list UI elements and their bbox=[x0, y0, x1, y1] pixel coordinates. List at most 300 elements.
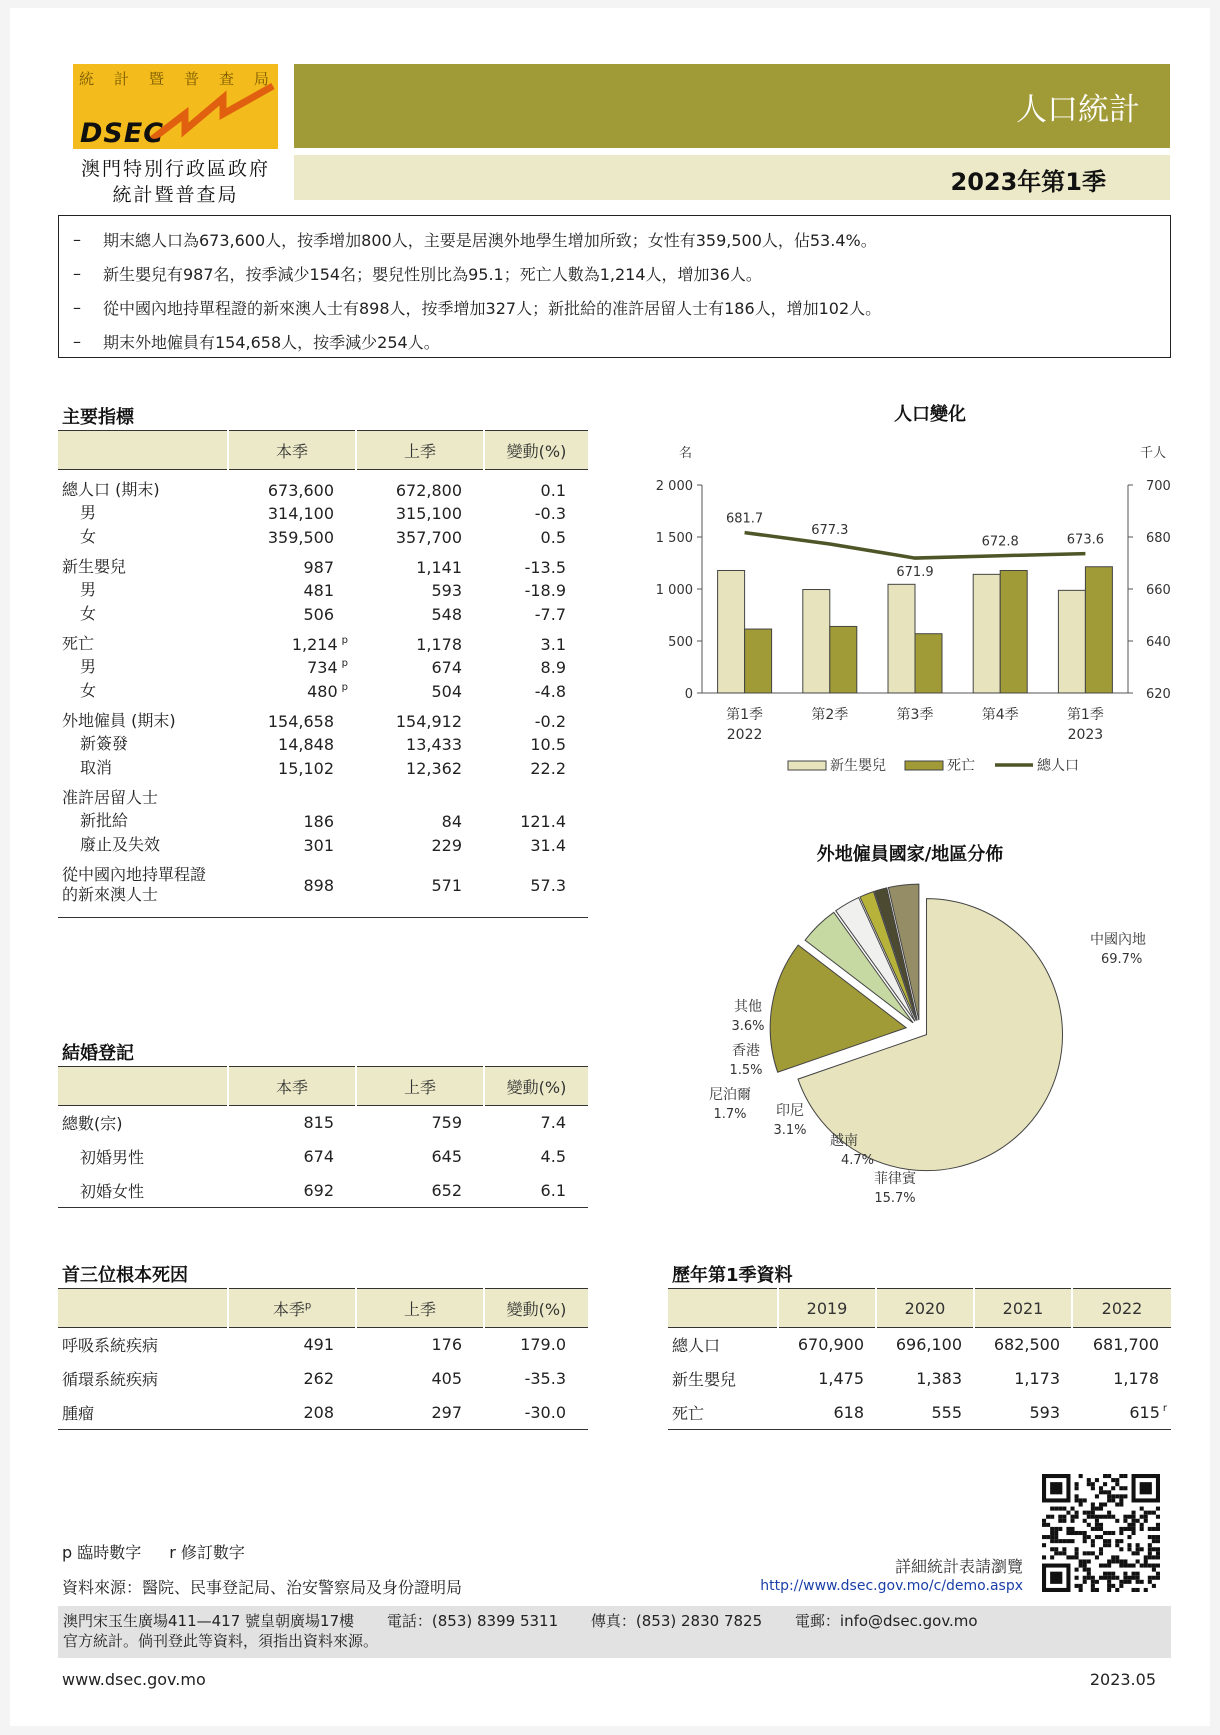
cell-previous: 405 bbox=[431, 1369, 462, 1388]
cell-current-value: 480 bbox=[307, 681, 338, 701]
cell-change: -13.5 bbox=[524, 557, 566, 577]
foreign-workers-pie-chart bbox=[650, 833, 1180, 1223]
highlight-item bbox=[73, 290, 1170, 324]
cell-value bbox=[778, 1328, 876, 1362]
row-label-text: 總人口 (期末) bbox=[62, 480, 160, 499]
data-label: 673.6 bbox=[1066, 532, 1105, 548]
period-bar bbox=[294, 155, 1170, 200]
y2-tick-label: 700 bbox=[1146, 479, 1171, 494]
row-label bbox=[58, 808, 228, 832]
y2-tick-label: 680 bbox=[1146, 531, 1171, 546]
slice-value: 69.7% bbox=[1101, 952, 1143, 967]
highlight-text: 新生嬰兒有987名，按季減少154名；嬰兒性別比為95.1；死亡人數為1,214人，增加36人。 bbox=[103, 264, 762, 284]
table-row bbox=[58, 1362, 588, 1396]
revised-note: r 修訂數字 bbox=[169, 1543, 245, 1562]
cell-value bbox=[1072, 1362, 1171, 1396]
col-header-current-label: 本季 bbox=[272, 1299, 305, 1319]
bar-births bbox=[973, 574, 1000, 693]
cell-change: -7.7 bbox=[534, 604, 566, 624]
cell-value-text: 1,383 bbox=[916, 1369, 962, 1388]
legend-label: 死亡 bbox=[947, 758, 975, 774]
logo-char: 普 bbox=[183, 70, 199, 88]
row-label: 呼吸系統疾病 bbox=[62, 1336, 159, 1356]
cell-value-text: 1,173 bbox=[1014, 1369, 1060, 1388]
row-label bbox=[58, 731, 228, 755]
cell-value-text: 615 bbox=[1129, 1402, 1160, 1422]
table-row bbox=[58, 832, 588, 856]
data-label: 677.3 bbox=[811, 523, 849, 539]
cell-current bbox=[228, 577, 356, 601]
slice-value: 1.7% bbox=[713, 1107, 747, 1122]
cell-previous bbox=[356, 779, 484, 808]
cell-current bbox=[228, 731, 356, 755]
cell-change bbox=[484, 779, 588, 808]
row-label bbox=[58, 832, 228, 856]
title-bar bbox=[294, 64, 1170, 148]
col-header bbox=[58, 1289, 228, 1328]
row-label bbox=[58, 856, 228, 918]
qr-code-icon[interactable] bbox=[1042, 1474, 1160, 1592]
cell-current-value: 359,500 bbox=[267, 527, 334, 547]
cell-previous: 315,100 bbox=[395, 503, 462, 523]
cell-value bbox=[876, 1396, 974, 1430]
bar-deaths bbox=[1000, 570, 1027, 693]
y2-tick-label: 640 bbox=[1146, 635, 1171, 650]
cell-value bbox=[974, 1396, 1072, 1430]
highlight-text: 從中國內地持單程證的新來澳人士有898人，按季增加327人；新批給的准許居留人士有186人，增加102人。 bbox=[103, 298, 882, 318]
row-label: 總數(宗) bbox=[62, 1114, 123, 1134]
cell-previous: 297 bbox=[356, 1396, 484, 1430]
cell-change: 57.3 bbox=[484, 856, 588, 918]
row-label-text: 女 bbox=[80, 527, 97, 546]
cell-previous: 1,178 bbox=[416, 634, 462, 654]
table-row bbox=[58, 500, 588, 524]
row-label bbox=[58, 654, 228, 678]
table-row bbox=[58, 1106, 588, 1140]
cell-current bbox=[228, 625, 356, 654]
footer-phone: 電話：(853) 8399 5311 bbox=[386, 1612, 559, 1630]
cell-change: 3.1 bbox=[540, 634, 566, 654]
cell-previous: 154,912 bbox=[395, 711, 462, 731]
cell-current bbox=[228, 500, 356, 524]
cell-current bbox=[228, 755, 356, 779]
marriage-table bbox=[58, 1066, 588, 1208]
cell-current bbox=[228, 654, 356, 678]
main-indicators-table bbox=[58, 430, 588, 918]
cell-current bbox=[228, 470, 356, 501]
slice-label: 印尼 bbox=[776, 1103, 804, 1119]
cell-value bbox=[974, 1362, 1072, 1396]
chart-title: 外地僱員國家/地區分佈 bbox=[816, 844, 1004, 865]
cell-change: 4.5 bbox=[540, 1147, 566, 1166]
page bbox=[10, 8, 1210, 1726]
cell-current-value: 673,600 bbox=[267, 480, 334, 500]
col-header-year: 2019 bbox=[778, 1289, 876, 1328]
bar-deaths bbox=[830, 626, 857, 693]
row-label: 死亡 bbox=[668, 1396, 778, 1430]
data-label: 681.7 bbox=[725, 511, 764, 527]
slice-value: 4.7% bbox=[841, 1153, 875, 1168]
slice-label: 越南 bbox=[830, 1133, 858, 1149]
col-header-change: 變動(%) bbox=[484, 1067, 588, 1106]
bullet-dash: – bbox=[73, 331, 81, 351]
footer-fax: 傳真：(853) 2830 7825 bbox=[590, 1612, 763, 1630]
cell-value bbox=[1072, 1396, 1171, 1430]
table-row bbox=[58, 470, 588, 501]
col-header-current: 本季 bbox=[228, 431, 356, 470]
table-row bbox=[58, 654, 588, 678]
page-title: 人口統計 bbox=[1016, 92, 1140, 128]
cell-change: 31.4 bbox=[530, 835, 566, 855]
table-row bbox=[58, 808, 588, 832]
row-label bbox=[58, 577, 228, 601]
cell-value-text: 618 bbox=[833, 1402, 864, 1422]
cell-change: -18.9 bbox=[524, 580, 566, 600]
data-label: 671.9 bbox=[896, 565, 934, 581]
bar-births bbox=[888, 584, 915, 693]
cell-value bbox=[778, 1362, 876, 1396]
cell-current bbox=[228, 832, 356, 856]
x-tick-label: 第1季 bbox=[1066, 707, 1104, 723]
cell-current-value: 15,102 bbox=[278, 758, 334, 778]
main-indicators-title: 主要指標 bbox=[62, 407, 134, 428]
data-source: 資料來源：醫院、民事登記局、治安警察局及身份證明局 bbox=[62, 1578, 463, 1597]
x-tick-label: 第4季 bbox=[981, 707, 1019, 723]
x-tick-label: 第1季 bbox=[726, 707, 764, 723]
cell-current bbox=[228, 678, 356, 702]
cell-change: 10.5 bbox=[530, 734, 566, 754]
cell-current bbox=[228, 856, 356, 918]
bullet-dash: – bbox=[73, 229, 81, 249]
logo-char: 暨 bbox=[148, 70, 164, 88]
cell-current bbox=[228, 601, 356, 625]
bullet-dash: – bbox=[73, 297, 81, 317]
cell-change: 8.9 bbox=[540, 657, 566, 677]
slice-label: 菲律賓 bbox=[874, 1171, 916, 1187]
table-row bbox=[668, 1396, 1171, 1430]
cell-value-text: 670,900 bbox=[797, 1335, 864, 1355]
y2-tick-label: 620 bbox=[1146, 687, 1171, 702]
table-row bbox=[58, 779, 588, 808]
logo-char: 局 bbox=[253, 70, 269, 88]
row-label bbox=[58, 625, 228, 654]
highlight-text: 期末總人口為673,600人，按季增加800人，主要是居澳外地學生增加所致；女性有359,500人，佔53.4%。 bbox=[103, 230, 877, 250]
row-label-text: 新生嬰兒 bbox=[62, 557, 127, 576]
table-row bbox=[58, 625, 588, 654]
footer-contact bbox=[58, 1606, 1171, 1658]
row-label bbox=[58, 755, 228, 779]
cell-current bbox=[228, 524, 356, 548]
table-row bbox=[668, 1328, 1171, 1362]
cell-change: 6.1 bbox=[484, 1174, 588, 1208]
row-label-text: 從中國內地持單程證 bbox=[62, 865, 207, 884]
death-causes-table bbox=[58, 1288, 588, 1430]
cell-change: -35.3 bbox=[524, 1369, 566, 1388]
cell-current bbox=[228, 548, 356, 577]
cell-previous: 13,433 bbox=[406, 734, 462, 754]
cell-current: 262 bbox=[303, 1369, 334, 1388]
highlight-item bbox=[73, 324, 1170, 358]
cell-previous: 571 bbox=[356, 856, 484, 918]
cell-value-text: 681,700 bbox=[1092, 1335, 1159, 1355]
legend-label: 總人口 bbox=[1037, 758, 1079, 774]
row-label bbox=[58, 678, 228, 702]
cell-previous: 504 bbox=[431, 681, 462, 701]
cell-previous: 548 bbox=[431, 604, 462, 624]
period-label: 2023年第1季 bbox=[950, 168, 1106, 196]
cell-current-value: 506 bbox=[303, 604, 334, 624]
cell-value-text: 593 bbox=[1029, 1402, 1060, 1422]
cell-current: 491 bbox=[303, 1335, 334, 1355]
logo-char: 查 bbox=[218, 70, 234, 88]
revised-mark: r bbox=[1162, 1403, 1167, 1415]
row-label bbox=[58, 548, 228, 577]
cell-previous: 593 bbox=[431, 580, 462, 600]
table-row bbox=[58, 548, 588, 577]
marriage-title: 結婚登記 bbox=[62, 1043, 134, 1064]
col-header-change: 變動(%) bbox=[484, 1289, 588, 1328]
legend-swatch bbox=[905, 761, 943, 770]
bar-births bbox=[1058, 590, 1085, 693]
cell-current: 674 bbox=[303, 1147, 334, 1166]
highlight-text: 期末外地僱員有154,658人，按季減少254人。 bbox=[103, 332, 440, 352]
bar-births bbox=[718, 570, 745, 693]
provisional-note: p 臨時數字 bbox=[62, 1543, 142, 1562]
slice-value: 3.1% bbox=[773, 1123, 807, 1138]
cell-change: 179.0 bbox=[520, 1335, 566, 1355]
cell-current: 815 bbox=[303, 1113, 334, 1133]
cell-change: -0.2 bbox=[534, 711, 566, 731]
cell-value-text: 1,178 bbox=[1113, 1369, 1159, 1388]
provisional-mark: p bbox=[341, 682, 348, 694]
cell-current: 208 bbox=[228, 1396, 356, 1430]
row-label-text: 廢止及失效 bbox=[80, 835, 161, 854]
table-row bbox=[58, 702, 588, 731]
row-label-text: 女 bbox=[80, 681, 97, 700]
row-label-text: 取消 bbox=[80, 758, 113, 777]
cell-previous: 176 bbox=[431, 1335, 462, 1355]
detail-tables-text: 詳細統計表請瀏覽 bbox=[894, 1557, 1023, 1576]
col-header-current bbox=[228, 1289, 356, 1328]
y-tick-label: 1 500 bbox=[655, 531, 693, 546]
footer-line1 bbox=[63, 1611, 1171, 1631]
line-total-population bbox=[745, 533, 1086, 558]
cell-previous: 645 bbox=[431, 1147, 462, 1166]
cell-current-value: 154,658 bbox=[267, 711, 334, 731]
notes bbox=[62, 1540, 245, 1563]
cell-value-text: 696,100 bbox=[895, 1335, 962, 1355]
row-label: 總人口 bbox=[672, 1336, 721, 1356]
cell-value bbox=[974, 1328, 1072, 1362]
table-row bbox=[58, 1140, 588, 1174]
cell-previous: 1,141 bbox=[416, 557, 462, 577]
logo-char: 統 bbox=[79, 70, 95, 88]
col-header-current: 本季 bbox=[228, 1067, 356, 1106]
col-header-year: 2021 bbox=[974, 1289, 1072, 1328]
bar-births bbox=[803, 590, 830, 693]
row-label bbox=[58, 500, 228, 524]
highlight-item bbox=[73, 256, 1170, 290]
highlight-item bbox=[73, 222, 1170, 256]
col-header bbox=[58, 1067, 228, 1106]
website-link[interactable]: www.dsec.gov.mo bbox=[62, 1670, 206, 1689]
cell-current-value: 1,214 bbox=[291, 634, 338, 654]
cell-change: 0.1 bbox=[540, 480, 566, 500]
cell-current-value: 301 bbox=[303, 835, 334, 855]
table-row bbox=[58, 755, 588, 779]
row-label-text: 新簽發 bbox=[80, 734, 129, 753]
row-label bbox=[58, 524, 228, 548]
table-row bbox=[668, 1362, 1171, 1396]
slice-label: 其他 bbox=[734, 999, 762, 1015]
cell-previous: 759 bbox=[431, 1113, 462, 1133]
detail-tables-link[interactable]: http://www.dsec.gov.mo/c/demo.aspx bbox=[760, 1578, 1023, 1594]
q1-history-table bbox=[668, 1288, 1171, 1430]
logo-char: 計 bbox=[113, 70, 129, 88]
data-label: 672.8 bbox=[981, 534, 1019, 550]
row-label-text: 外地僱員 (期末) bbox=[62, 711, 176, 730]
table-row bbox=[58, 524, 588, 548]
row-label bbox=[58, 702, 228, 731]
y2-axis-label: 千人 bbox=[1139, 446, 1166, 461]
row-label: 初婚男性 bbox=[80, 1148, 145, 1167]
table-row bbox=[58, 577, 588, 601]
death-causes-title: 首三位根本死因 bbox=[62, 1265, 188, 1286]
slice-label: 尼泊爾 bbox=[709, 1087, 751, 1103]
slice-label: 中國內地 bbox=[1090, 932, 1146, 948]
cell-current-value: 734 bbox=[307, 657, 338, 677]
y-tick-label: 1 000 bbox=[655, 583, 693, 598]
col-header-previous: 上季 bbox=[356, 1067, 484, 1106]
cell-change: -0.3 bbox=[534, 503, 566, 523]
table-row bbox=[58, 601, 588, 625]
legend-label: 新生嬰兒 bbox=[830, 758, 886, 774]
cell-value-text: 555 bbox=[931, 1402, 962, 1422]
row-label-text: 女 bbox=[80, 604, 97, 623]
table-row bbox=[58, 731, 588, 755]
x-tick-label: 第2季 bbox=[811, 707, 849, 723]
cell-value-text: 682,500 bbox=[993, 1335, 1060, 1355]
col-header-previous: 上季 bbox=[356, 431, 484, 470]
cell-value bbox=[876, 1362, 974, 1396]
col-header-year: 2020 bbox=[876, 1289, 974, 1328]
cell-current bbox=[228, 779, 356, 808]
y-tick-label: 0 bbox=[684, 687, 693, 702]
cell-value bbox=[1072, 1328, 1171, 1362]
cell-current-value: 898 bbox=[303, 875, 334, 895]
cell-change: 22.2 bbox=[530, 758, 566, 778]
legend-swatch bbox=[788, 761, 826, 770]
row-label-text: 新批給 bbox=[80, 811, 129, 830]
y-tick-label: 500 bbox=[668, 635, 693, 650]
table-row bbox=[58, 678, 588, 702]
row-label-line2: 的新來澳人士 bbox=[62, 885, 159, 904]
y-tick-label: 2 000 bbox=[655, 479, 693, 494]
org-name-line1: 澳門特別行政區政府 bbox=[80, 158, 270, 180]
row-label: 腫瘤 bbox=[58, 1396, 228, 1430]
cell-previous: 674 bbox=[431, 657, 462, 677]
row-label bbox=[58, 601, 228, 625]
table-row bbox=[58, 856, 588, 918]
col-header-previous: 上季 bbox=[356, 1289, 484, 1328]
cell-value bbox=[778, 1396, 876, 1430]
row-label-text: 死亡 bbox=[62, 634, 95, 653]
cell-previous: 672,800 bbox=[395, 480, 462, 500]
cell-current-value: 314,100 bbox=[267, 503, 334, 523]
population-change-chart bbox=[650, 393, 1180, 788]
cell-change: 7.4 bbox=[540, 1113, 566, 1133]
table-row bbox=[58, 1174, 588, 1208]
x-tick-year-label: 2023 bbox=[1067, 727, 1104, 743]
cell-value-text: 1,475 bbox=[818, 1369, 864, 1388]
row-label bbox=[58, 779, 228, 808]
col-header bbox=[58, 431, 228, 470]
highlights-box bbox=[58, 215, 1171, 358]
row-label-text: 男 bbox=[80, 580, 97, 599]
cell-change: -30.0 bbox=[484, 1396, 588, 1430]
cell-current-value: 481 bbox=[303, 580, 334, 600]
table-row bbox=[58, 1396, 588, 1430]
row-label: 新生嬰兒 bbox=[672, 1370, 737, 1389]
dsec-logo bbox=[73, 64, 278, 149]
logo-wordmark: DSEC bbox=[80, 118, 165, 149]
publication-date: 2023.05 bbox=[1089, 1670, 1156, 1689]
bar-deaths bbox=[745, 629, 772, 693]
cell-change: -4.8 bbox=[534, 681, 566, 701]
x-tick-label: 第3季 bbox=[896, 707, 934, 723]
cell-previous: 229 bbox=[431, 835, 462, 855]
bullet-dash: – bbox=[73, 263, 81, 283]
col-header-year: 2022 bbox=[1072, 1289, 1171, 1328]
q1-history-title: 歷年第1季資料 bbox=[672, 1265, 793, 1286]
cell-current bbox=[228, 808, 356, 832]
x-tick-year-label: 2022 bbox=[726, 727, 763, 743]
provisional-mark: p bbox=[341, 658, 348, 670]
cell-current-value: 186 bbox=[303, 811, 334, 831]
cell-current: 692 bbox=[228, 1174, 356, 1208]
cell-current-value: 14,848 bbox=[278, 734, 334, 754]
chart-title: 人口變化 bbox=[894, 404, 966, 425]
slice-value: 1.5% bbox=[729, 1063, 763, 1078]
cell-previous: 652 bbox=[356, 1174, 484, 1208]
y-axis-label: 名 bbox=[678, 446, 692, 461]
cell-current-value: 987 bbox=[303, 557, 334, 577]
org-name-line2: 統計暨普查局 bbox=[112, 184, 239, 206]
cell-current bbox=[228, 702, 356, 731]
table-row bbox=[58, 1328, 588, 1362]
bar-deaths bbox=[915, 634, 942, 693]
slice-value: 3.6% bbox=[731, 1019, 765, 1034]
row-label-text: 男 bbox=[80, 503, 97, 522]
cell-previous: 12,362 bbox=[406, 758, 462, 778]
row-label-text: 男 bbox=[80, 657, 97, 676]
provisional-mark: p bbox=[341, 635, 348, 647]
row-label: 初婚女性 bbox=[58, 1174, 228, 1208]
footer-email[interactable]: 電郵：info@dsec.gov.mo bbox=[794, 1612, 978, 1630]
y2-tick-label: 660 bbox=[1146, 583, 1171, 598]
cell-change: 121.4 bbox=[520, 811, 566, 831]
provisional-mark: p bbox=[304, 1300, 312, 1312]
bar-deaths bbox=[1085, 567, 1112, 693]
row-label bbox=[58, 470, 228, 501]
cell-change: 0.5 bbox=[540, 527, 566, 547]
cell-previous: 84 bbox=[441, 811, 462, 831]
slice-label: 香港 bbox=[732, 1043, 760, 1059]
col-header-change: 變動(%) bbox=[484, 431, 588, 470]
row-label: 循環系統疾病 bbox=[62, 1370, 159, 1389]
col-header bbox=[668, 1289, 778, 1328]
cell-previous: 357,700 bbox=[395, 527, 462, 547]
